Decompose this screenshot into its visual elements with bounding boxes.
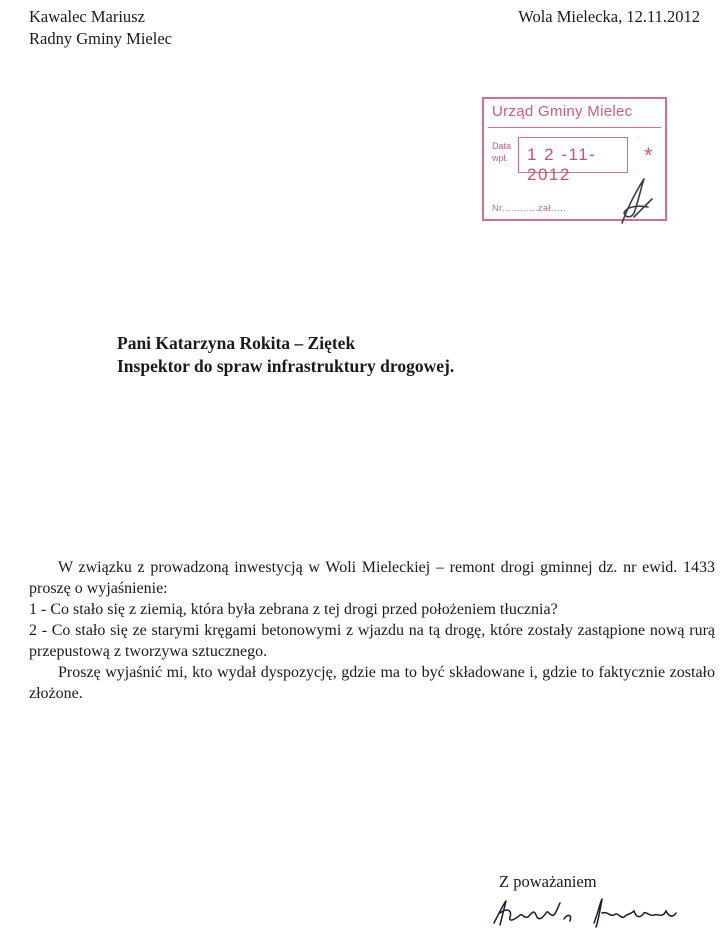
closing-phrase: Z poważaniem <box>499 872 597 891</box>
letter-body <box>29 557 715 704</box>
request-paragraph: Proszę wyjaśnić mi, kto wydał dyspozycję, gdzie ma to być składowane i, gdzie to faktycznie zostało złożone. <box>29 664 715 702</box>
handwritten-signature <box>490 893 690 931</box>
question-item-2: 2 - Co stało się ze starymi kręgami betonowymi z wjazdu na tą drogę, które zostały zastąpione nową rurą przepustową z tworzywa sztucznego. <box>29 622 715 660</box>
recipient-name: Pani Katarzyna Rokita – Ziętek <box>117 333 356 353</box>
date-line: Wola Mielecka, 12.11.2012 <box>518 7 700 26</box>
stamp-date-box <box>518 137 628 184</box>
question-item-1: 1 - Co stało się z ziemią, która była zebrana z tej drogi przed położeniem tłucznia? <box>29 601 558 618</box>
recipient-title: Inspektor do spraw infrastruktury drogowej. <box>117 356 455 376</box>
stamp-date: 1 2 -11- 2012 <box>527 145 597 184</box>
sender-block <box>29 6 172 50</box>
sender-name: Kawalec Mariusz <box>29 7 145 26</box>
recipient-block <box>117 332 454 378</box>
stamp-initials-signature <box>614 177 654 227</box>
stamp-data-label: Data wpł. <box>492 141 512 163</box>
sender-role: Radny Gminy Mielec <box>29 29 172 48</box>
stamp-divider <box>488 127 661 128</box>
stamp-nr-label: Nr............zał..... <box>492 203 567 213</box>
registry-stamp <box>482 97 667 221</box>
intro-paragraph: W związku z prowadzoną inwestycją w Woli Mieleckiej – remont drogi gminnej dz. nr ewid. 1433 proszę o wyjaśnienie: <box>29 559 715 597</box>
stamp-office: Urząd Gminy Mielec <box>492 103 633 120</box>
stamp-star: * <box>644 143 653 168</box>
